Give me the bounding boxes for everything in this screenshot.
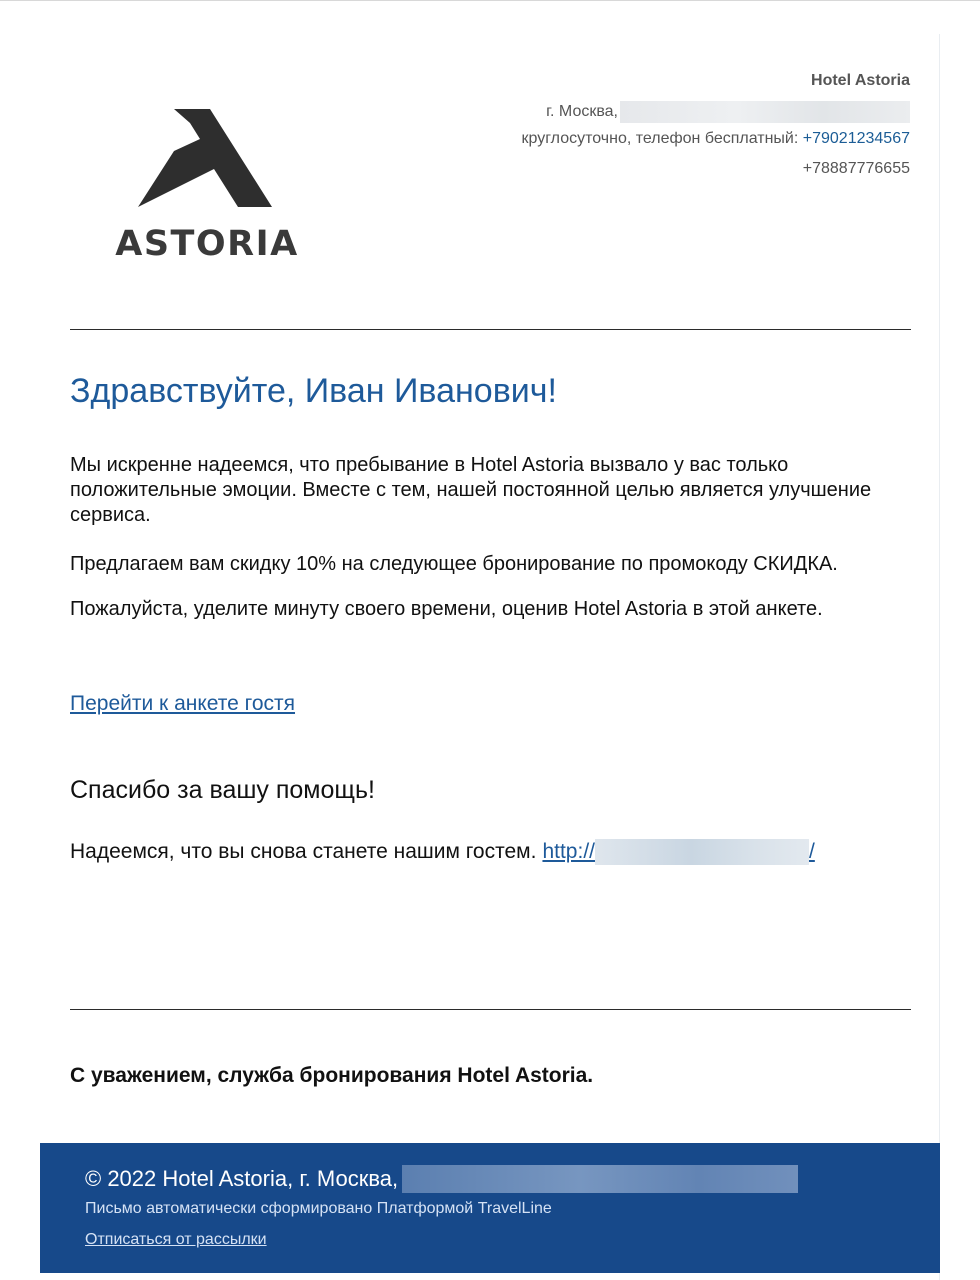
astoria-logo <box>104 103 310 267</box>
intro-paragraph: Мы искренне надеемся, что пребывание в Hotel Astoria вызвало у вас только положительные эмоции. Вместе с тем, нашей постоянной целью является улучшение сервиса. <box>70 454 872 526</box>
header-address <box>546 101 910 123</box>
phone-link-primary[interactable]: +79021234567 <box>802 130 910 147</box>
footer-copyright-line <box>85 1165 798 1193</box>
footer-auto-generated-note: Письмо автоматически сформировано Платформой TravelLine <box>85 1200 552 1217</box>
header-city: г. Москва, <box>546 103 618 120</box>
right-border <box>939 34 940 1280</box>
header-hotel-name: Hotel Astoria <box>811 72 910 89</box>
hotel-site-link[interactable] <box>542 839 814 865</box>
divider-top <box>70 329 911 330</box>
footer <box>40 1143 940 1273</box>
thanks-heading: Спасибо за вашу помощь! <box>70 776 375 804</box>
footer-copyright: © 2022 Hotel Astoria, г. Москва, <box>85 1166 399 1191</box>
survey-link[interactable]: Перейти к анкете гостя <box>70 692 296 715</box>
redacted-address <box>620 101 910 123</box>
redacted-footer-address <box>402 1165 798 1193</box>
come-again-line <box>70 839 815 865</box>
header-phone-line <box>521 130 910 148</box>
logo-text: ASTORIA <box>115 224 299 264</box>
unsubscribe-link[interactable]: Отписаться от рассылки <box>85 1231 267 1248</box>
redacted-site-url <box>595 839 809 865</box>
top-border <box>0 0 980 1</box>
discount-paragraph: Предлагаем вам скидку 10% на следующее бронирование по промокоду СКИДКА. <box>70 553 838 575</box>
come-again-text: Надеемся, что вы снова станете нашим гостем. <box>70 840 537 863</box>
greeting-heading: Здравствуйте, Иван Иванович! <box>70 372 557 410</box>
site-link-suffix: / <box>808 840 815 863</box>
divider-bottom <box>70 1009 911 1010</box>
phone-secondary: +78887776655 <box>802 160 910 177</box>
phone-label: круглосуточно, телефон бесплатный: <box>521 130 803 147</box>
astoria-a-mark-icon <box>104 103 310 267</box>
site-link-prefix: http:// <box>542 840 595 863</box>
survey-request-paragraph: Пожалуйста, уделите минуту своего времени, оценив Hotel Astoria в этой анкете. <box>70 598 823 620</box>
regards-signature: С уважением, служба бронирования Hotel Astoria. <box>70 1064 594 1087</box>
